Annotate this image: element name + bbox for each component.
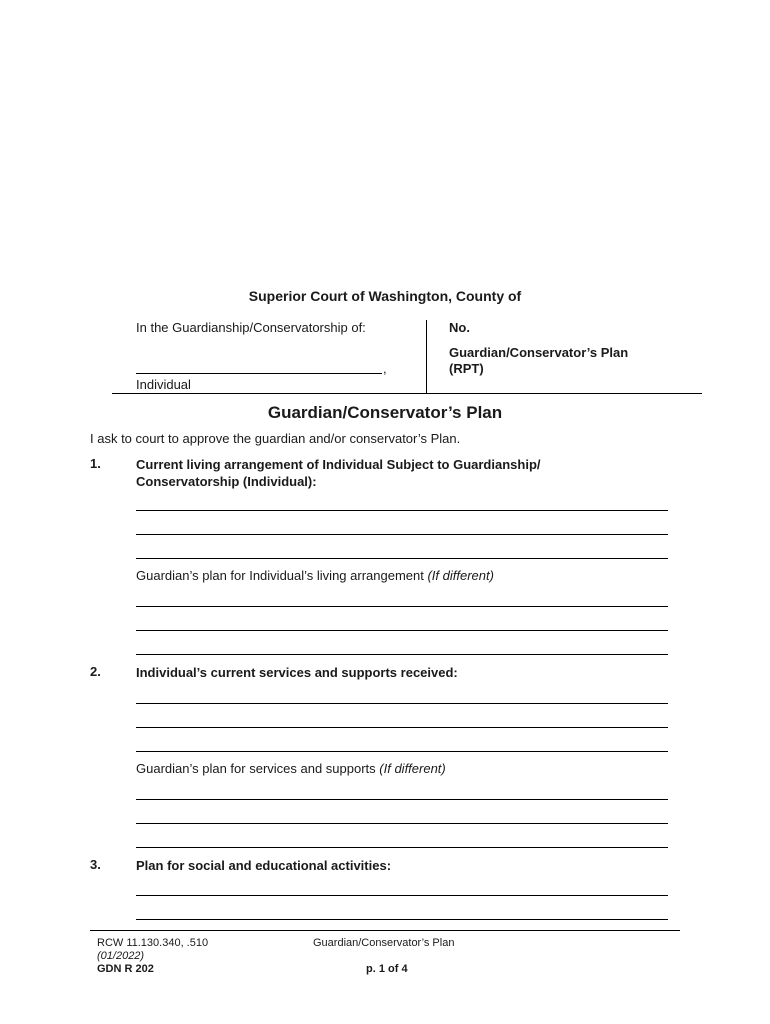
footer-title: Guardian/Conservator’s Plan <box>313 937 455 949</box>
individual-name-field[interactable] <box>136 373 382 374</box>
answer-line[interactable] <box>136 751 668 752</box>
document-title: Guardian/Conservator’s Plan <box>267 403 503 422</box>
section-2-subprompt-text: Guardian’s plan for services and supports <box>136 761 380 776</box>
section-3-question: Plan for social and educational activities: <box>136 858 392 873</box>
answer-line[interactable] <box>136 823 668 824</box>
caption-horizontal-divider <box>112 393 702 394</box>
caption-form-title-line1: Guardian/Conservator’s Plan <box>449 345 629 360</box>
caption-form-title-line2: (RPT) <box>449 361 484 376</box>
section-1-subprompt-text: Guardian’s plan for Individual’s living arrangement <box>136 568 428 583</box>
caption-form-title <box>449 345 649 377</box>
section-1-question <box>136 456 616 490</box>
answer-line[interactable] <box>136 510 668 511</box>
section-1-number: 1. <box>90 456 101 471</box>
answer-line[interactable] <box>136 558 668 559</box>
footer-rule <box>90 930 680 931</box>
answer-line[interactable] <box>136 654 668 655</box>
answer-line[interactable] <box>136 799 668 800</box>
section-2-subprompt <box>136 761 446 776</box>
answer-line[interactable] <box>136 606 668 607</box>
section-1-question-line1: Current living arrangement of Individual Subject to Guardianship/ <box>136 457 541 472</box>
answer-line[interactable] <box>136 895 668 896</box>
footer-rcw: RCW 11.130.340, .510 <box>97 937 209 949</box>
caption-vertical-divider <box>426 320 427 394</box>
answer-line[interactable] <box>136 727 668 728</box>
section-1-question-line2: Conservatorship (Individual): <box>136 474 317 489</box>
footer-form-code: GDN R 202 <box>97 963 154 975</box>
individual-label: Individual <box>136 377 191 392</box>
answer-line[interactable] <box>136 847 668 848</box>
section-2-subprompt-note: (If different) <box>379 761 446 776</box>
case-number-label: No. <box>449 320 470 335</box>
footer-date: (01/2022) <box>97 950 145 962</box>
section-2-number: 2. <box>90 664 101 679</box>
footer-page-number: p. 1 of 4 <box>366 963 408 975</box>
section-1-subprompt-note: (If different) <box>427 568 494 583</box>
section-1-subprompt <box>136 568 494 583</box>
caption-in-the-matter: In the Guardianship/Conservatorship of: <box>136 320 366 335</box>
footer-left <box>97 937 208 976</box>
answer-line[interactable] <box>136 703 668 704</box>
answer-line[interactable] <box>136 919 668 920</box>
intro-text: I ask to court to approve the guardian and/or conservator’s Plan. <box>90 431 461 446</box>
answer-line[interactable] <box>136 630 668 631</box>
caption-comma: , <box>383 361 387 376</box>
court-heading: Superior Court of Washington, County of <box>248 288 522 304</box>
section-3-number: 3. <box>90 857 101 872</box>
section-2-question: Individual’s current services and supports received: <box>136 665 458 680</box>
answer-line[interactable] <box>136 534 668 535</box>
